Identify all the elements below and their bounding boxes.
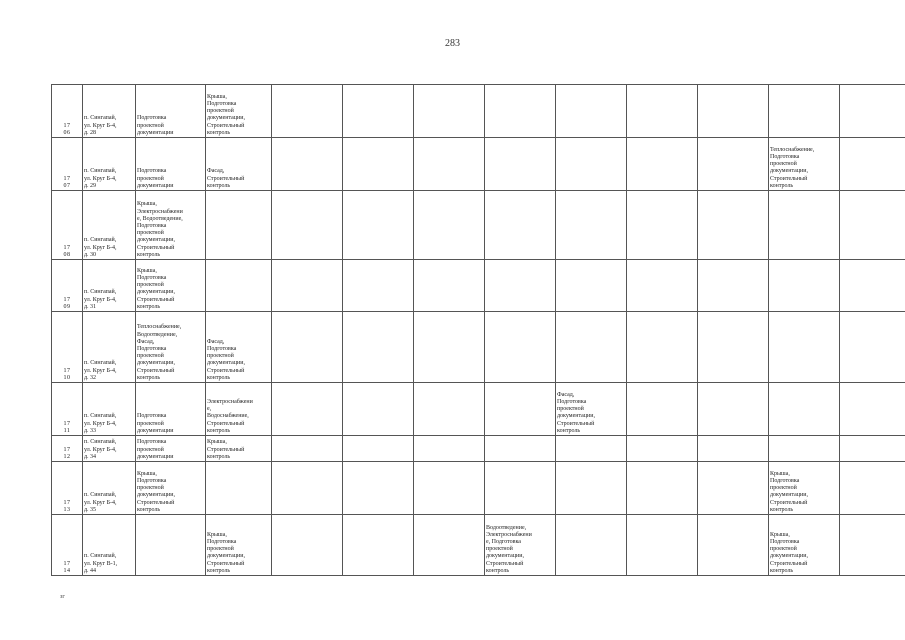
work-cell bbox=[485, 260, 556, 312]
work-cell bbox=[840, 383, 905, 436]
work-cell: Подготовка проектной документации bbox=[136, 383, 206, 436]
work-cell bbox=[414, 462, 485, 515]
work-cell bbox=[698, 85, 769, 138]
work-cell bbox=[769, 312, 840, 383]
table-row bbox=[52, 138, 905, 191]
address-cell: п. Сингапай, ул. Круг Б-4, д. 29 bbox=[83, 138, 136, 191]
footer-mark: зг bbox=[60, 594, 65, 600]
work-cell bbox=[769, 383, 840, 436]
work-cell bbox=[272, 515, 343, 576]
work-cell: Фасад, Подготовка проектной документации, Строительный контроль bbox=[556, 383, 627, 436]
address-cell: п. Сингапай, ул. Круг Б-4, д. 31 bbox=[83, 260, 136, 312]
work-cell bbox=[343, 462, 414, 515]
address-cell: п. Сингапай, ул. Круг Б-4, д. 34 bbox=[83, 436, 136, 462]
work-cell bbox=[698, 138, 769, 191]
work-cell: Крыша, Подготовка проектной документации, Строительный контроль bbox=[136, 462, 206, 515]
work-cell bbox=[272, 383, 343, 436]
work-cell bbox=[272, 85, 343, 138]
table-row bbox=[52, 191, 905, 260]
work-cell bbox=[485, 85, 556, 138]
row-number-cell: 17 08 bbox=[52, 191, 83, 260]
work-cell bbox=[698, 515, 769, 576]
work-cell bbox=[769, 436, 840, 462]
work-cell bbox=[485, 383, 556, 436]
work-cell bbox=[206, 462, 272, 515]
work-cell bbox=[627, 138, 698, 191]
work-cell bbox=[840, 138, 905, 191]
work-cell bbox=[485, 312, 556, 383]
address-cell: п. Сингапай, ул. Круг Б-4, д. 30 bbox=[83, 191, 136, 260]
work-cell bbox=[343, 85, 414, 138]
work-cell: Теплоснабжение, Подготовка проектной документации, Строительный контроль bbox=[769, 138, 840, 191]
work-cell bbox=[414, 312, 485, 383]
work-cell bbox=[840, 515, 905, 576]
work-cell bbox=[206, 260, 272, 312]
table-row bbox=[52, 260, 905, 312]
work-cell bbox=[698, 462, 769, 515]
work-cell bbox=[840, 85, 905, 138]
work-cell bbox=[556, 85, 627, 138]
works-table bbox=[51, 84, 905, 576]
work-cell: Подготовка проектной документации bbox=[136, 436, 206, 462]
work-cell bbox=[627, 191, 698, 260]
work-cell bbox=[414, 515, 485, 576]
work-cell bbox=[485, 191, 556, 260]
work-cell: Подготовка проектной документации bbox=[136, 138, 206, 191]
work-cell bbox=[272, 462, 343, 515]
row-number-cell: 17 14 bbox=[52, 515, 83, 576]
work-cell bbox=[414, 260, 485, 312]
work-cell bbox=[414, 436, 485, 462]
work-cell bbox=[136, 515, 206, 576]
work-cell: Теплоснабжение, Водоотведение, Фасад, Подготовка проектной документации, Строительный контроль bbox=[136, 312, 206, 383]
work-cell bbox=[272, 191, 343, 260]
work-cell bbox=[272, 436, 343, 462]
address-cell: п. Сингапай, ул. Круг Б-4, д. 32 bbox=[83, 312, 136, 383]
work-cell bbox=[627, 515, 698, 576]
address-cell: п. Сингапай, ул. Круг Б-4, д. 28 bbox=[83, 85, 136, 138]
work-cell: Фасад, Строительный контроль bbox=[206, 138, 272, 191]
table-row bbox=[52, 85, 905, 138]
work-cell bbox=[343, 138, 414, 191]
work-cell bbox=[272, 138, 343, 191]
work-cell: Водоотведение, Электроснабжени е, Подготовка проектной документации, Строительный контроль bbox=[485, 515, 556, 576]
work-cell bbox=[343, 312, 414, 383]
work-cell bbox=[840, 436, 905, 462]
work-cell bbox=[272, 260, 343, 312]
work-cell bbox=[206, 191, 272, 260]
work-cell: Электроснабжени е, Водоснабжение, Строительный контроль bbox=[206, 383, 272, 436]
work-cell bbox=[556, 260, 627, 312]
work-cell bbox=[414, 138, 485, 191]
work-cell bbox=[698, 260, 769, 312]
work-cell: Крыша, Подготовка проектной документации, Строительный контроль bbox=[769, 515, 840, 576]
work-cell bbox=[556, 191, 627, 260]
work-cell bbox=[698, 191, 769, 260]
work-cell bbox=[627, 383, 698, 436]
work-cell: Крыша, Подготовка проектной документации, Строительный контроль bbox=[206, 515, 272, 576]
address-cell: п. Сингапай, ул. Круг В-1, д. 44 bbox=[83, 515, 136, 576]
row-number-cell: 17 13 bbox=[52, 462, 83, 515]
page-number: 283 bbox=[445, 38, 460, 49]
work-cell bbox=[698, 436, 769, 462]
work-cell bbox=[343, 515, 414, 576]
work-cell bbox=[343, 260, 414, 312]
work-cell bbox=[769, 85, 840, 138]
work-cell bbox=[485, 462, 556, 515]
work-cell bbox=[627, 462, 698, 515]
work-cell bbox=[485, 138, 556, 191]
row-number-cell: 17 11 bbox=[52, 383, 83, 436]
work-cell bbox=[840, 260, 905, 312]
work-cell: Подготовка проектной документации bbox=[136, 85, 206, 138]
work-cell bbox=[414, 191, 485, 260]
work-cell bbox=[556, 312, 627, 383]
row-number-cell: 17 09 bbox=[52, 260, 83, 312]
work-cell bbox=[840, 312, 905, 383]
work-cell bbox=[698, 312, 769, 383]
work-cell bbox=[556, 515, 627, 576]
work-cell bbox=[840, 462, 905, 515]
work-cell: Фасад, Подготовка проектной документации, Строительный контроль bbox=[206, 312, 272, 383]
work-cell bbox=[769, 260, 840, 312]
work-cell bbox=[627, 312, 698, 383]
work-cell bbox=[343, 383, 414, 436]
work-cell bbox=[414, 85, 485, 138]
table-row bbox=[52, 312, 905, 383]
work-cell bbox=[343, 436, 414, 462]
work-cell bbox=[627, 85, 698, 138]
table-row bbox=[52, 515, 905, 576]
work-cell bbox=[556, 138, 627, 191]
address-cell: п. Сингапай, ул. Круг Б-4, д. 33 bbox=[83, 383, 136, 436]
work-cell: Крыша, Подготовка проектной документации, Строительный контроль bbox=[136, 260, 206, 312]
work-cell: Крыша, Электроснабжени е, Водоотведение, Подготовка проектной документации, Строительный контроль bbox=[136, 191, 206, 260]
work-cell: Крыша, Подготовка проектной документации, Строительный контроль bbox=[206, 85, 272, 138]
work-cell bbox=[698, 383, 769, 436]
work-cell bbox=[272, 312, 343, 383]
table-row bbox=[52, 436, 905, 462]
work-cell bbox=[840, 191, 905, 260]
work-cell bbox=[343, 191, 414, 260]
work-cell: Крыша, Подготовка проектной документации, Строительный контроль bbox=[769, 462, 840, 515]
address-cell: п. Сингапай, ул. Круг Б-4, д. 35 bbox=[83, 462, 136, 515]
work-cell bbox=[769, 191, 840, 260]
work-cell bbox=[414, 383, 485, 436]
work-cell bbox=[556, 462, 627, 515]
row-number-cell: 17 07 bbox=[52, 138, 83, 191]
work-cell bbox=[627, 260, 698, 312]
table-row bbox=[52, 383, 905, 436]
row-number-cell: 17 06 bbox=[52, 85, 83, 138]
row-number-cell: 17 12 bbox=[52, 436, 83, 462]
work-cell bbox=[627, 436, 698, 462]
work-cell: Крыша, Строительный контроль bbox=[206, 436, 272, 462]
work-cell bbox=[556, 436, 627, 462]
table-row bbox=[52, 462, 905, 515]
row-number-cell: 17 10 bbox=[52, 312, 83, 383]
work-cell bbox=[485, 436, 556, 462]
